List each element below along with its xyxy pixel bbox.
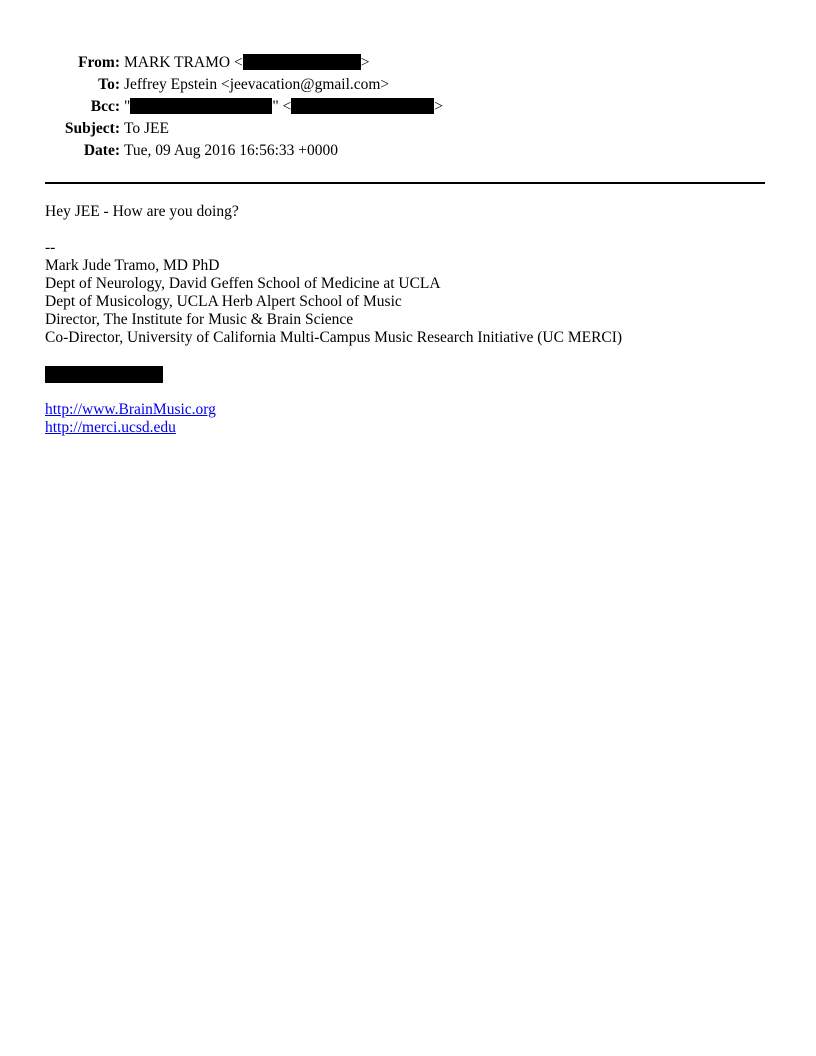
redacted-name-block xyxy=(130,98,272,114)
spacer xyxy=(45,383,785,401)
email-body xyxy=(45,203,785,437)
to-row xyxy=(0,74,816,96)
from-row xyxy=(0,52,816,74)
signature-line-name: Mark Jude Tramo, MD PhD xyxy=(45,257,220,274)
to-value: Jeffrey Epstein <jeevacation@gmail.com> xyxy=(124,76,390,93)
spacer xyxy=(45,221,785,239)
from-value xyxy=(124,52,369,74)
date-value: Tue, 09 Aug 2016 16:56:33 +0000 xyxy=(124,142,338,159)
subject-value: To JEE xyxy=(124,120,169,137)
subject-label: Subject: xyxy=(64,120,120,137)
from-name: MARK TRAMO xyxy=(124,54,231,71)
redacted-phone-block xyxy=(45,366,163,383)
bcc-value xyxy=(124,96,443,118)
from-close-bracket: > xyxy=(360,54,370,71)
subject-row xyxy=(0,118,816,140)
redacted-email-block xyxy=(291,98,434,114)
date-row xyxy=(0,140,816,162)
bcc-label: Bcc: xyxy=(90,98,120,115)
greeting-text: Hey JEE - How are you doing? xyxy=(45,203,239,220)
signature-separator: -- xyxy=(45,239,56,256)
spacer xyxy=(45,347,785,365)
bcc-quote-open: " xyxy=(124,98,131,115)
bcc-mid: " < xyxy=(272,98,292,115)
bcc-row xyxy=(0,96,816,118)
redacted-email-block xyxy=(243,54,361,70)
signature-line-codirector: Co-Director, University of California Multi-Campus Music Research Initiative (UC MERCI) xyxy=(45,329,623,346)
signature-line-neurology: Dept of Neurology, David Geffen School of Medicine at UCLA xyxy=(45,275,441,292)
header-divider xyxy=(45,182,765,184)
bcc-close-bracket: > xyxy=(434,98,444,115)
from-label: From: xyxy=(78,54,120,71)
to-label: To: xyxy=(98,76,120,93)
signature-line-director: Director, The Institute for Music & Brain Science xyxy=(45,311,354,328)
brainmusic-link[interactable]: http://www.BrainMusic.org xyxy=(45,401,216,418)
signature-line-musicology: Dept of Musicology, UCLA Herb Alpert School of Music xyxy=(45,293,402,310)
merci-link[interactable]: http://merci.ucsd.edu xyxy=(45,419,176,436)
email-header xyxy=(0,52,816,162)
date-label: Date: xyxy=(83,142,120,159)
from-open-bracket: < xyxy=(233,54,243,71)
